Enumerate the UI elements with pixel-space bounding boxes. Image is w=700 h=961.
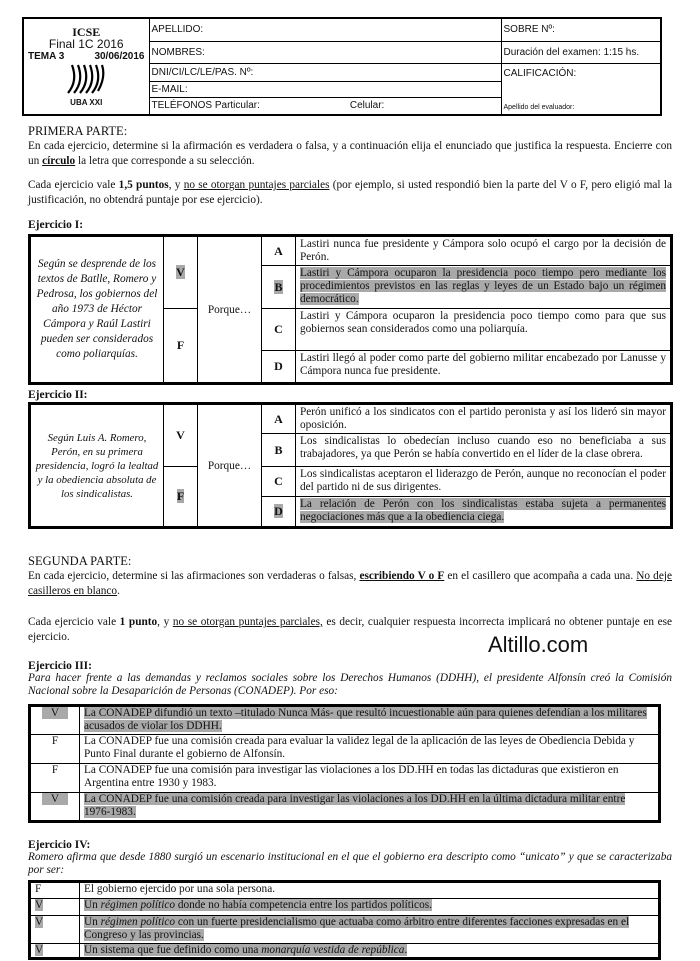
student-info-header — [22, 17, 662, 116]
exercise-label: Ejercicio I: — [28, 219, 84, 231]
instructions-2: Cada ejercicio vale 1,5 puntos, y no se otorgan puntajes parciales (por ejemplo, si usted respondió bien la parte del V o F, pero eligió mal la justificación, no obtendrá puntaje por ese ejercicio). — [28, 179, 672, 206]
calificacion-field[interactable] — [501, 63, 661, 115]
statement: Según Luis A. Romero, Perón, en su primera presidencia, logró la lealtad y la obediencia absoluta de los sindicalistas. — [30, 404, 164, 528]
exercise-intro: Romero afirma que desde 1880 surgió un escenario institucional en el que el gobierno era descripto como “unicato” y que se caracterizaba por ser: — [28, 851, 672, 876]
evaluador-label: Apellido del evaluador: — [503, 104, 575, 111]
porque-label: Porque… — [198, 236, 262, 384]
primera-parte — [28, 124, 672, 208]
answer-cell[interactable]: V — [30, 706, 80, 735]
section-title: PRIMERA PARTE: — [28, 124, 128, 138]
exercise-4 — [28, 839, 672, 877]
statement-text: La CONADEP difundió un texto –titulado Nunca Más- que resultó incuestionable aún para quienes defendían a los militares acusados de violar los DDHH. — [84, 707, 647, 732]
porque-label: Porque… — [198, 404, 262, 528]
option-text: Perón unificó a los sindicatos con el partido peronista y así los lideró sin mayor oposición. — [296, 404, 672, 434]
uba-logo-icon — [66, 63, 106, 95]
apellido-field[interactable]: APELLIDO: — [149, 18, 501, 41]
option-letter[interactable]: B — [262, 434, 296, 467]
exam-logo-cell — [23, 18, 149, 115]
exam-duration: Duración del examen: 1:15 hs. — [501, 41, 661, 63]
statement: Según se desprende de los textos de Batlle, Romero y Pedrosa, los gobiernos del año 1973 de Héctor Cámpora y Raúl Lastiri pueden ser considerados como poliarquías. — [30, 236, 164, 384]
section-title: SEGUNDA PARTE: — [28, 554, 132, 568]
option-text: Lastiri llegó al poder como parte del gobierno militar encabezado por Lanusse y Cámpora nunca fue presidente. — [296, 351, 672, 384]
answer-cell[interactable]: F — [30, 764, 80, 793]
option-text: Lastiri nunca fue presidente y Cámpora solo ocupó el cargo por la decisión de Perón. — [296, 236, 672, 266]
answer-cell[interactable]: F — [30, 882, 80, 899]
option-letter[interactable]: C — [262, 309, 296, 351]
dni-field[interactable]: DNI/CI/LC/LE/PAS. Nº: — [149, 63, 501, 81]
exercise-intro: Para hacer frente a las demandas y reclamos sociales sobre los Derechos Humanos (DDHH), el presidente Alfonsín creó la Comisión Nacional sobre la Desaparición de Personas (CONADEP). Por eso: — [28, 672, 672, 697]
exercise-label: Ejercicio II: — [28, 389, 88, 401]
instructions-1: En cada ejercicio, determine si las afirmaciones son verdaderas o falsas, escribiendo V o F en el casillero que acompaña a cada una. No deje casilleros en blanco. — [28, 570, 672, 597]
option-letter[interactable]: D — [262, 351, 296, 384]
option-v[interactable]: V — [164, 404, 198, 467]
exam-name: Final 1C 2016 — [48, 37, 124, 51]
sobre-field[interactable]: SOBRE Nº: — [501, 18, 661, 41]
option-f[interactable]: F — [164, 309, 198, 384]
option-v[interactable]: V — [164, 236, 198, 309]
option-f[interactable]: F — [164, 467, 198, 528]
exercise-3-table — [28, 704, 661, 823]
telefonos-field[interactable] — [149, 97, 501, 115]
option-text: Lastiri y Cámpora ocuparon la presidencia poco tiempo como para que sus gobiernos sean considerados como una poliarquía. — [296, 309, 672, 351]
nombres-field[interactable]: NOMBRES: — [149, 41, 501, 63]
answer-cell[interactable]: V — [30, 944, 80, 959]
statement-text: La CONADEP fue una comisión creada para investigar las violaciones a los DD.HH en la última dictadura militar entre 1976-1983. — [84, 793, 626, 818]
exercise-label: Ejercicio III: — [28, 660, 92, 672]
celular-label: Celular: — [349, 100, 385, 112]
answer-cell[interactable]: V — [30, 899, 80, 916]
exercise-4-table — [28, 880, 661, 960]
answer-cell[interactable]: V — [30, 916, 80, 944]
option-text: Los sindicalistas aceptaron el liderazgo de Perón, aunque no reconocían el poder del partido ni de sus dirigentes. — [296, 467, 672, 497]
altillo-watermark: Altillo.com — [488, 632, 589, 657]
calificacion-label: CALIFICACIÓN: — [503, 67, 577, 79]
option-letter[interactable]: D — [262, 497, 296, 528]
option-text: Lastiri y Cámpora ocuparon la presidencia poco tiempo pero mediante los procedimientos previstos en las reglas y leyes de un Estado bajo un régimen democrático. — [300, 267, 666, 305]
exercise-3 — [28, 660, 672, 698]
statement-text: La CONADEP fue una comisión para investigar las violaciones a los DD.HH en todas las dictaduras que existieron en Argentina entre 1930 y 1983. — [80, 764, 660, 793]
exercise-label: Ejercicio IV: — [28, 839, 91, 851]
option-text: La relación de Perón con los sindicalistas estaba sujeta a permanentes negociaciones más que a la obediencia ciega. — [300, 498, 666, 523]
instructions-1: En cada ejercicio, determine si la afirmación es verdadera o falsa, y a continuación elija el enunciado que justifica la respuesta. Encierre con un círculo la letra que corresponde a su selección. — [28, 140, 672, 167]
answer-cell[interactable]: F — [30, 735, 80, 764]
statement-text: Un sistema que fue definido como una monarquía vestida de república. — [80, 944, 660, 959]
statement-text: Un régimen político con un fuerte presidencialismo que actuaba como árbitro entre diferentes facciones expresadas en el Congreso y las provincias. — [80, 916, 660, 944]
option-letter[interactable]: C — [262, 467, 296, 497]
exercise-1-table — [28, 234, 673, 385]
exercise-2-table — [28, 402, 673, 529]
statement-text: Un régimen político donde no había competencia entre los partidos políticos. — [80, 899, 660, 916]
option-letter[interactable]: A — [262, 404, 296, 434]
option-text: Los sindicalistas lo obedecían incluso cuando eso no beneficiaba a sus trabajadores, ya que Perón se había convertido en el líder de la clase obrera. — [296, 434, 672, 467]
institution: ICSE — [72, 25, 101, 39]
answer-cell[interactable]: V — [30, 793, 80, 822]
instructions-2: Cada ejercicio vale 1 punto, y no se otorgan puntajes parciales, es decir, cualquier respuesta incorrecta implicará no obtener puntaje en ese ejercicio. — [28, 616, 673, 643]
tema: TEMA 3 — [28, 51, 65, 62]
logo-text: UBA XXI — [70, 98, 103, 107]
option-letter[interactable]: A — [262, 236, 296, 266]
exam-date: 30/06/2016 — [94, 51, 145, 62]
statement-text: El gobierno ejercido por una sola persona. — [80, 882, 660, 899]
statement-text: La CONADEP fue una comisión creada para evaluar la validez legal de la aplicación de las leyes de Obediencia Debida y Punto Final durante el gobierno de Alfonsín. — [80, 735, 660, 764]
option-letter[interactable]: B — [262, 266, 296, 309]
telefonos-label: TELÉFONOS Particular: — [151, 100, 260, 112]
email-field[interactable]: E-MAIL: — [149, 81, 501, 97]
